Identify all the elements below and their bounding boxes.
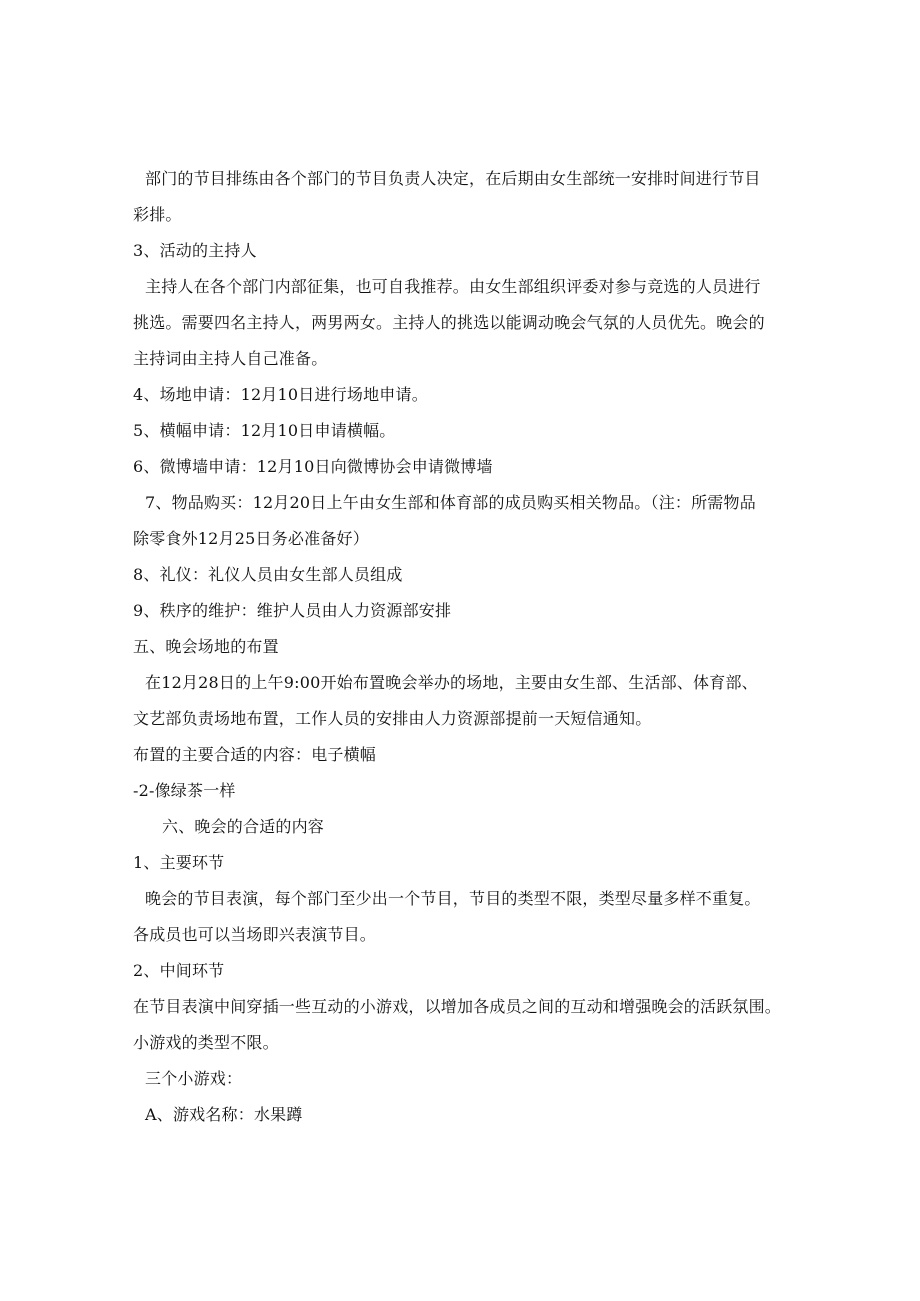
paragraph-line: 部门的节目排练由各个部门的节目负责人决定，在后期由女生部统一安排时间进行节目 — [145, 169, 761, 188]
paragraph-line: 小游戏的类型不限。 — [133, 1033, 279, 1052]
paragraph-line: 在节目表演中间穿插一些互动的小游戏，以增加各成员之间的互动和增强晚会的活跃氛围。 — [133, 997, 782, 1016]
paragraph-line: 文艺部负责场地布置，工作人员的安排由人力资源部提前一天短信通知。 — [133, 709, 652, 728]
list-item: A、游戏名称：水果蹲 — [145, 1105, 303, 1124]
list-item: 8、礼仪：礼仪人员由女生部人员组成 — [133, 565, 403, 584]
list-item: 6、微博墙申请：12月10日向微博协会申请微博墙 — [133, 457, 493, 476]
page-footer-text: -2-像绿茶一样 — [133, 781, 236, 800]
paragraph-line: 挑选。需要四名主持人，两男两女。主持人的挑选以能调动晚会气氛的人员优先。晚会的 — [133, 313, 765, 332]
paragraph-line: 主持人在各个部门内部征集，也可自我推荐。由女生部组织评委对参与竞选的人员进行 — [145, 277, 761, 296]
list-item: 7、物品购买：12月20日上午由女生部和体育部的成员购买相关物品。（注：所需物品 — [145, 493, 756, 512]
paragraph-line: 三个小游戏： — [145, 1069, 243, 1088]
paragraph-line: 彩排。 — [133, 205, 182, 224]
paragraph-line: 晚会的节目表演，每个部门至少出一个节目，节目的类型不限，类型尽量多样不重复。 — [145, 889, 761, 908]
list-item: 4、场地申请：12月10日进行场地申请。 — [133, 385, 428, 404]
paragraph-line: 各成员也可以当场即兴表演节目。 — [133, 925, 377, 944]
list-item-continuation: 除零食外12月25日务必准备好） — [133, 529, 369, 548]
paragraph-line: 在12月28日的上午9:00开始布置晚会举办的场地，主要由女生部、生活部、体育部、 — [145, 673, 758, 692]
paragraph-line: 主持词由主持人自己准备。 — [133, 349, 328, 368]
list-item: 5、横幅申请：12月10日申请横幅。 — [133, 421, 396, 440]
subsection-heading: 1、主要环节 — [133, 853, 225, 872]
section-heading: 3、活动的主持人 — [133, 241, 257, 260]
subsection-heading: 2、中间环节 — [133, 961, 225, 980]
section-heading: 六、晚会的合适的内容 — [162, 817, 325, 836]
list-item: 9、秩序的维护：维护人员由人力资源部安排 — [133, 601, 452, 620]
paragraph-line: 布置的主要合适的内容：电子横幅 — [133, 745, 377, 764]
section-heading: 五、晚会场地的布置 — [133, 637, 279, 656]
